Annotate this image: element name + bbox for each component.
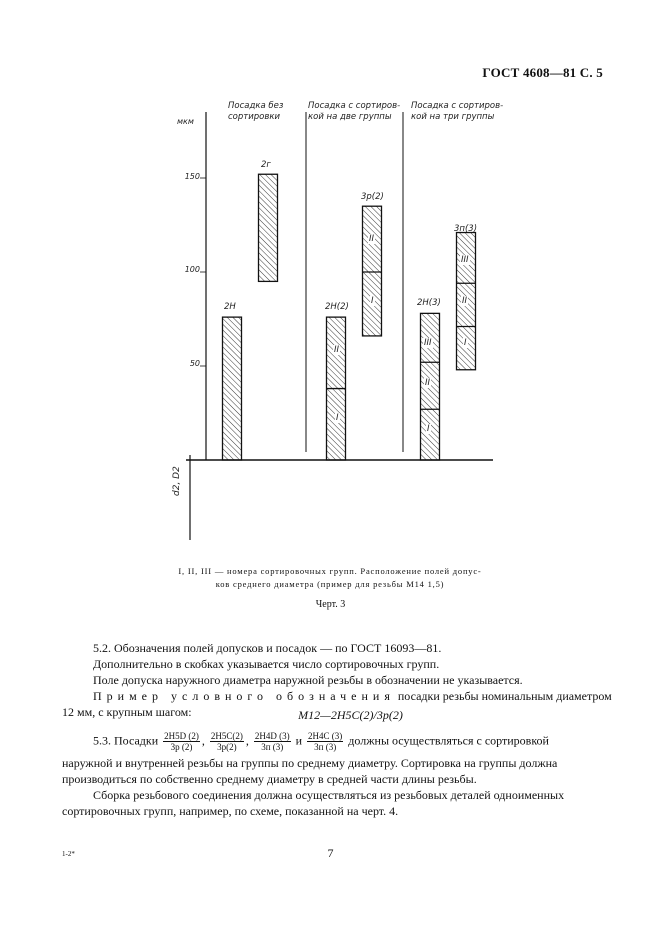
group-title-no-sorting xyxy=(228,101,283,123)
fraction-denominator: 3п (3) xyxy=(314,742,337,752)
y-unit-label: мкм xyxy=(177,117,194,126)
segment-label: I xyxy=(336,413,339,423)
fraction-denominator: 3п (3) xyxy=(261,742,284,752)
bars-layer xyxy=(223,174,476,460)
bar-label-3p2: 3р(2) xyxy=(361,192,384,202)
fraction-denominator: 3р(2) xyxy=(217,742,237,752)
segment-label: II xyxy=(425,378,431,388)
bar-label-2g: 2г xyxy=(261,160,271,170)
group-title-three-groups xyxy=(411,101,503,123)
paragraph-assembly-line2: сортировочных групп, например, по схеме, показанной на черт. 4. xyxy=(62,804,399,818)
paragraph-5-3-line3: производиться по собственно среднему диаметру в средней части длины резьбы. xyxy=(62,772,477,786)
paragraph-additional: Дополнительно в скобках указывается число сортировочных групп. xyxy=(93,657,440,671)
separator: , xyxy=(201,733,205,748)
designation-example: M12—2H5C(2)/3р(2) xyxy=(298,708,403,722)
figure-number: Черт. 3 xyxy=(315,599,346,610)
separator: , xyxy=(245,733,249,748)
y-tick-label: 100 xyxy=(184,265,200,274)
segment-label: II xyxy=(462,296,468,306)
footer-mark: 1-2* xyxy=(62,850,75,858)
segment-label: II xyxy=(334,345,340,355)
fit-fraction xyxy=(254,731,291,752)
segment-label: III xyxy=(424,338,432,348)
example-text: посадки резьбы номинальным диаметром xyxy=(394,689,612,703)
paragraph-tolerance: Поле допуска наружного диаметра наружной резьбы в обозначении не указывается. xyxy=(93,673,523,687)
segment-label: I xyxy=(464,338,467,348)
fraction-numerator: 2H5D (2) xyxy=(164,731,199,741)
fit-fraction xyxy=(307,731,343,752)
group-title-line: Посадка с сортиров- xyxy=(308,101,401,111)
example-heading: Пример условного обозначения xyxy=(93,689,395,703)
y-tick-label: 150 xyxy=(184,172,200,181)
paragraph-5-3-line2: наружной и внутренней резьбы на группы по среднему диаметру. Сортировка на группы должна xyxy=(62,756,558,770)
bar-label-3n3: 3п(3) xyxy=(454,224,478,234)
tolerance-bar xyxy=(259,174,278,281)
bar-label-2H: 2H xyxy=(224,302,236,312)
fit-fraction xyxy=(210,731,244,752)
paragraph-5-3 xyxy=(93,731,549,752)
fraction-numerator: 2H5C(2) xyxy=(210,731,243,741)
figure-caption xyxy=(90,565,570,591)
bar-label-2H2: 2H(2) xyxy=(325,302,349,312)
paragraph-example-line2: 12 мм, с крупным шагом: xyxy=(62,705,192,719)
fit-fraction xyxy=(163,731,200,752)
segment-label: III xyxy=(461,255,469,265)
paragraph-assembly-line1: Сборка резьбового соединения должна осуществляться из резьбовых деталей одноименных xyxy=(93,788,565,802)
paragraph-5-2: 5.2. Обозначения полей допусков и посадок — по ГОСТ 16093—81. xyxy=(93,641,442,655)
x-axis-label: d2, D2 xyxy=(172,466,182,496)
y-tick-label: 50 xyxy=(189,359,200,368)
caption-line: ков среднего диаметра (пример для резьбы М14 1,5) xyxy=(215,579,445,589)
group-title-line: кой на две группы xyxy=(308,112,392,122)
group-title-two-groups xyxy=(308,101,400,123)
page-number: 7 xyxy=(327,846,334,860)
p53-prefix: 5.3. Посадки xyxy=(93,733,159,748)
segment-label: I xyxy=(371,296,374,306)
segment-label: II xyxy=(369,234,375,244)
tolerance-bar xyxy=(223,317,242,460)
fraction-denominator: 3р (2) xyxy=(170,742,193,752)
paragraph-example xyxy=(93,688,612,704)
group-title-line: кой на три группы xyxy=(411,112,495,122)
fraction-numerator: 2H4C (3) xyxy=(308,731,343,741)
p53-suffix: должны осуществляться с сортировкой xyxy=(348,733,549,748)
and-word: и xyxy=(295,733,303,748)
group-title-line: Посадка без xyxy=(228,101,284,111)
bar-label-2H3: 2H(3) xyxy=(417,298,441,308)
page-header: ГОСТ 4608—81 С. 5 xyxy=(482,65,603,80)
fraction-numerator: 2H4D (3) xyxy=(254,731,290,741)
group-title-line: сортировки xyxy=(228,112,281,122)
group-title-line: Посадка с сортиров- xyxy=(411,101,504,111)
tolerance-bar xyxy=(363,206,382,336)
segment-label: I xyxy=(427,424,430,434)
caption-line: I, II, III — номера сортировочных групп. Расположение полей допус- xyxy=(178,566,482,576)
